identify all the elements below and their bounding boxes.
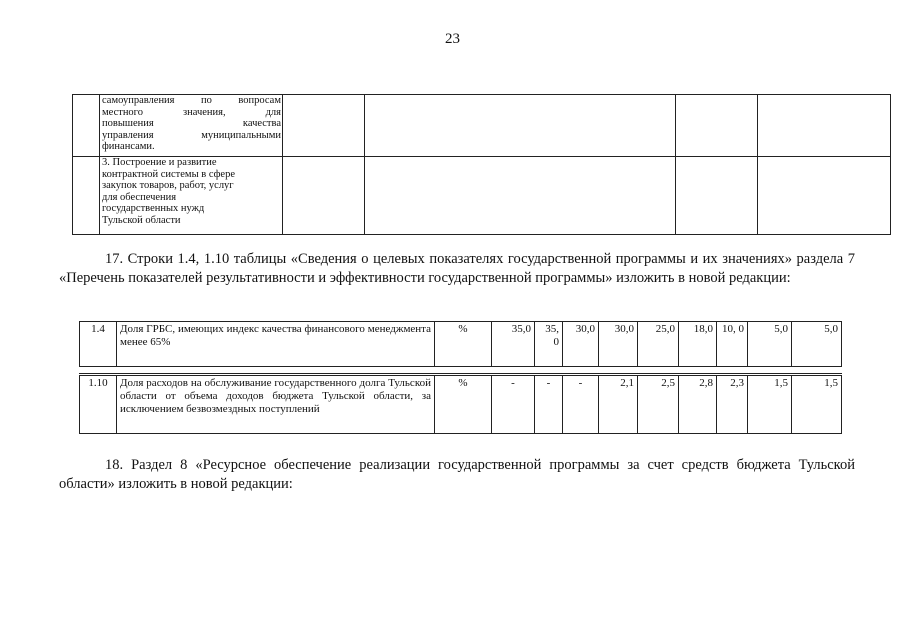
indicator-value: 35, 0: [535, 322, 563, 367]
indicator-number: 1.4: [80, 322, 117, 367]
text-line: для обеспечения: [102, 191, 177, 203]
text-line: финансами.: [102, 141, 155, 152]
indicator-value: 2,5: [638, 375, 679, 434]
indicator-number: 1.10: [80, 375, 117, 434]
page-number: 23: [445, 31, 460, 47]
indicator-value: 2,1: [599, 375, 638, 434]
indicator-value: 2,3: [717, 375, 748, 434]
text-line: управления муниципальными: [102, 129, 281, 141]
indicator-value: 30,0: [599, 322, 638, 367]
indicator-value: 2,8: [679, 375, 717, 434]
indicator-value: 30,0: [563, 322, 599, 367]
indicator-value: -: [492, 375, 535, 434]
indicator-value: 1,5: [792, 375, 842, 434]
task-cell: [100, 95, 283, 157]
indicator-value: -: [535, 375, 563, 434]
indicator-table: [79, 321, 842, 367]
text-line: местного значения, для: [102, 106, 281, 118]
table-row: [73, 157, 891, 235]
text-line: 3. Построение и развитие: [102, 157, 217, 168]
text-line: повышения качества: [102, 118, 281, 129]
indicator-value: 18,0: [679, 322, 717, 367]
indicator-value: 35,0: [492, 322, 535, 367]
indicator-name: Доля расходов на обслуживание государственного долга Тульской области от объема доходов бюджета Тульской области, за исключением безвозмездных поступлений: [117, 375, 435, 434]
indicator-value: -: [563, 375, 599, 434]
task-cell: [100, 157, 283, 235]
indicator-table: [79, 373, 842, 434]
indicator-value: 25,0: [638, 322, 679, 367]
indicator-value: 5,0: [748, 322, 792, 367]
text-line: Тульской области: [102, 214, 181, 226]
table-row: [73, 95, 891, 157]
indicator-value: 5,0: [792, 322, 842, 367]
indicator-value: 10, 0: [717, 322, 748, 367]
table-row: [80, 322, 842, 367]
paragraph-17: 17. Строки 1.4, 1.10 таблицы «Сведения о целевых показателях государственной программы и их значениях» раздела 7 «Перечень показателей результативности и эффективности государственной программы» изложить в новой редакции:: [59, 251, 855, 286]
table-row: [80, 375, 842, 434]
text-line: контрактной системы в сфере: [102, 168, 235, 180]
indicator-unit: %: [435, 322, 492, 367]
text-line: закупок товаров, работ, услуг: [102, 180, 234, 191]
program-structure-table: [72, 94, 891, 235]
indicator-name: Доля ГРБС, имеющих индекс качества финансового менеджмента менее 65%: [117, 322, 435, 367]
indicator-unit: %: [435, 375, 492, 434]
paragraph-18: 18. Раздел 8 «Ресурсное обеспечение реализации государственной программы за счет средств бюджета Тульской области» изложить в новой редакции:: [59, 457, 855, 492]
indicator-value: 1,5: [748, 375, 792, 434]
text-line: самоуправления по вопросам: [102, 95, 281, 106]
text-line: государственных нужд: [102, 203, 205, 214]
